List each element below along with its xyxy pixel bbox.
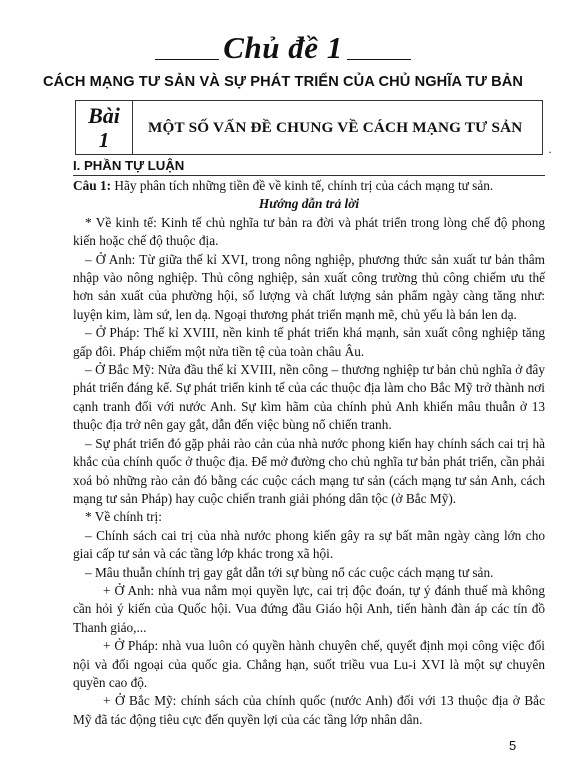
paragraph-politics: * Về chính trị: — [85, 509, 162, 525]
margin-mark: · — [548, 145, 552, 159]
paragraph-economy: * Về kinh tế: Kinh tế chủ nghĩa tư bản ra đời và phát triển trong lòng chế độ phong kiến hoặc chế độ thuộc địa. — [73, 214, 545, 249]
lesson-title: MỘT SỐ VẤN ĐỀ CHUNG VỀ CÁCH MẠNG TƯ SẢN — [148, 118, 523, 136]
topic-header — [0, 24, 566, 68]
chapter-heading: CÁCH MẠNG TƯ SẢN VÀ SỰ PHÁT TRIỂN CỦA CHỦ NGHĨA TƯ BẢN — [42, 74, 524, 90]
paragraph-france: – Ở Pháp: Thế kỉ XVIII, nền kinh tế phát triển khá mạnh, sản xuất công nghiệp tăng gấp đôi. Pháp chiếm một nửa tiền tệ của toàn châu Âu. — [73, 325, 545, 359]
question-text: Hãy phân tích những tiền đề về kinh tế, chính trị của cách mạng tư sản. — [111, 178, 494, 193]
paragraph-north-america: – Ở Bắc Mỹ: Nửa đầu thế kỉ XVIII, nền công – thương nghiệp tư bản chủ nghĩa ở đây phát triển đáng kể. Sự phát triển kinh tế của các thuộc địa làm cho Bắc Mỹ trở thành nơi cạnh tranh đối với nước Anh. Sự kìm hãm của chính phủ Anh khiến mâu thuẫn ở 13 thuộc địa trở nên gay gắt, dẫn đến việc bùng nổ chiến tranh. — [73, 362, 545, 433]
lesson-word: Bài — [88, 102, 120, 128]
paragraph-obstacles: – Sự phát triển đó gặp phải rào cản của nhà nước phong kiến hay chính sách cai trị hà khắc của chính quốc ở thuộc địa. Để mở đường cho chủ nghĩa tư bản phát triển, cần phải xoá bỏ những rào cản đó bằng các cuộc cách mạng tư sản (cách mạng tư sản Anh, cách mạng tư sản Pháp) hay cuộc chiến tranh giải phóng dân tộc (ở Bắc Mỹ). — [73, 435, 545, 506]
paragraph-north-america-politics: + Ở Bắc Mỹ: chính sách của chính quốc (nước Anh) đối với 13 thuộc địa ở Bắc Mỹ đã tác động tiêu cực đến quyền lợi của các tầng lớp nhân dân. — [73, 693, 545, 727]
lesson-number: 1 — [98, 127, 110, 152]
paragraph-england-politics: + Ở Anh: nhà vua nắm mọi quyền lực, cai trị độc đoán, tự ý đánh thuế mà không cần hỏi ý kiến của Quốc hội. Vua đứng đầu Giáo hội Anh, tiến hành đàn áp các tín đồ Thanh giáo,... — [73, 582, 545, 635]
answer-guide-heading: Hướng dẫn trả lời — [258, 196, 360, 212]
question — [73, 177, 545, 195]
title-rule-right — [347, 59, 411, 60]
topic-title: Chủ đề 1 — [223, 30, 343, 65]
page-body — [73, 156, 545, 729]
title-rule-left — [155, 59, 219, 60]
paragraph-contradiction: – Mâu thuẫn chính trị gay gắt dẫn tới sự bùng nổ các cuộc cách mạng tư sản. — [85, 564, 494, 580]
paragraph-feudal-policy: – Chính sách cai trị của nhà nước phong kiến gây ra sự bất mãn ngày càng lớn cho giai cấp tư sản và các tầng lớp khác trong xã hội. — [73, 527, 545, 562]
section-rule — [73, 175, 545, 176]
question-label: Câu 1: — [73, 178, 112, 193]
lesson-box — [75, 100, 543, 155]
page-number: 5 — [509, 738, 517, 753]
section-heading: I. PHẦN TỰ LUẬN — [73, 158, 185, 173]
paragraph-france-politics: + Ở Pháp: nhà vua luôn có quyền hành chuyên chế, quyết định mọi công việc đối nội và đối ngoại của quốc gia. Chẳng hạn, suốt triều vua Lu-i XVI là một sự chuyên quyền cao độ. — [73, 638, 545, 690]
paragraph-england: – Ở Anh: Từ giữa thế kỉ XVI, trong nông nghiệp, phương thức sản xuất tư bản thâm nhập vào nông nghiệp. Thủ công nghiệp, sản xuất công trường thủ công chiếm ưu thế hơn sản xuất của phường hội, số lượng và chất lượng sản phẩm ngày càng tăng như: luyện kim, làm sứ, len dạ. Ngoại thương phát triển mạnh mẽ, chủ yếu là bán len dạ. — [73, 251, 545, 322]
lesson-number-cell — [76, 101, 133, 154]
